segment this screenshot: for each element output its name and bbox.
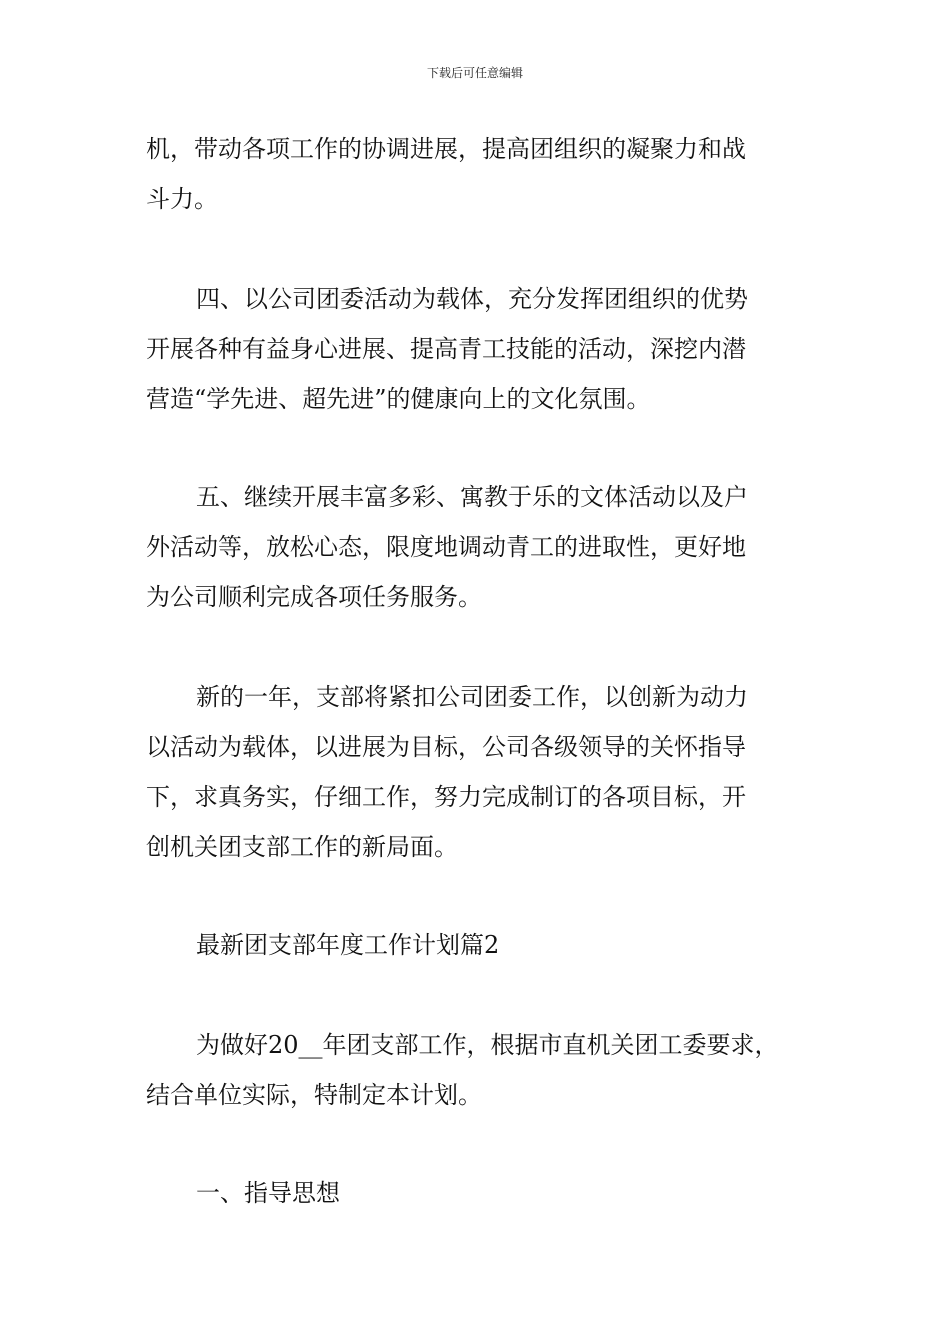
text-line: 为公司顺利完成各项任务服务。	[146, 583, 482, 611]
text-line: 以活动为载体，以进展为目标，公司各级领导的关怀指导	[146, 733, 746, 761]
text-line: 四、以公司团委活动为载体，充分发挥团组织的优势	[196, 285, 748, 313]
text-line: 结合单位实际，特制定本计划。	[146, 1081, 482, 1109]
text-line: 为做好20__年团支部工作，根据市直机关团工委要求，	[196, 1031, 779, 1059]
text-line: 营造“学先进、超先进”的健康向上的文化氛围。	[146, 385, 651, 413]
text-line: 机，带动各项工作的协调进展，提高团组织的凝聚力和战	[146, 135, 746, 163]
text-line: 下，求真务实，仔细工作，努力完成制订的各项目标，开	[146, 783, 746, 811]
text-line: 创机关团支部工作的新局面。	[146, 833, 458, 861]
text-line: 开展各种有益身心进展、提高青工技能的活动，深挖内潜	[146, 335, 746, 363]
text-line: 斗力。	[146, 185, 218, 213]
text-line: 新的一年，支部将紧扣公司团委工作，以创新为动力	[196, 683, 748, 711]
section-title-text: 最新团支部年度工作计划篇2	[196, 931, 500, 959]
subheading-text: 一、指导思想	[196, 1179, 340, 1207]
page-header-note: 下载后可任意编辑	[426, 66, 523, 80]
text-line: 外活动等，放松心态，限度地调动青工的进取性，更好地	[146, 533, 746, 561]
text-line: 五、继续开展丰富多彩、寓教于乐的文体活动以及户	[196, 483, 748, 511]
